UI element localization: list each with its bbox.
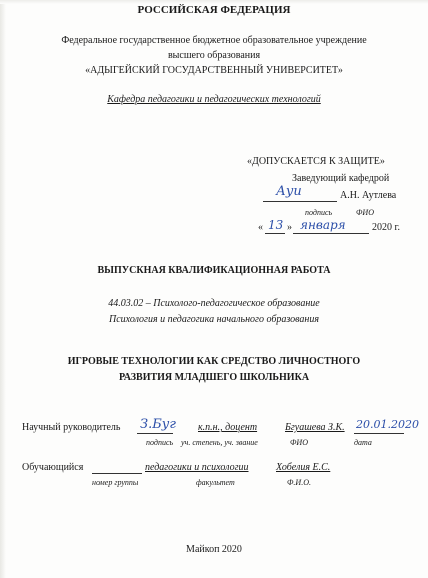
institution-line-1: Федеральное государственное бюджетное образовательное учреждение <box>61 35 367 46</box>
date-month-line <box>293 233 369 234</box>
date-month: января <box>300 218 346 232</box>
date-quote-open: « <box>258 222 263 233</box>
approval-caption-name: ФИО <box>356 208 374 217</box>
supervisor-signature-line <box>137 433 173 434</box>
approval-caption-signature: подпись <box>305 208 333 217</box>
supervisor-name: Бгуашева З.К. <box>285 422 345 433</box>
supervisor-caption-date: дата <box>354 438 372 447</box>
supervisor-date-line <box>354 433 404 434</box>
work-type: ВЫПУСКНАЯ КВАЛИФИКАЦИОННАЯ РАБОТА <box>97 265 331 276</box>
student-caption-faculty: факультет <box>196 478 235 487</box>
work-title-line-1: ИГРОВЫЕ ТЕХНОЛОГИИ КАК СРЕДСТВО ЛИЧНОСТНОГО <box>67 356 361 367</box>
city-year: Майкоп 2020 <box>186 544 242 555</box>
approval-signature: Ауи <box>276 184 302 199</box>
student-group-line <box>92 473 142 474</box>
supervisor-label: Научный руководитель <box>22 422 121 433</box>
date-year: 2020 г. <box>372 222 400 233</box>
page-left-shadow <box>0 0 6 578</box>
date-quote-close: » <box>287 222 292 233</box>
student-caption-name: Ф.И.О. <box>287 478 311 487</box>
approval-signature-line <box>263 201 337 202</box>
student-name: Хобелия Е.С. <box>276 462 331 473</box>
supervisor-caption-name: ФИО <box>290 438 308 447</box>
program-code: 44.03.02 – Психолого-педагогическое образование <box>108 298 320 309</box>
student-faculty: педагогики и психологии <box>145 462 249 473</box>
supervisor-signature: З.Буг <box>140 417 176 432</box>
department-name: Кафедра педагогики и педагогических технологий <box>107 94 321 105</box>
student-label: Обучающийся <box>22 462 84 473</box>
institution-line-2: высшего образования <box>167 50 261 61</box>
supervisor-caption-degree: уч. степень, уч. звание <box>181 438 258 447</box>
student-caption-group: номер группы <box>92 478 139 487</box>
work-title-line-2: РАЗВИТИЯ МЛАДШЕГО ШКОЛЬНИКА <box>118 372 310 383</box>
supervisor-date: 20.01.2020 <box>356 418 419 431</box>
supervisor-caption-signature: подпись <box>146 438 174 447</box>
supervisor-degree: к.п.н., доцент <box>198 422 258 433</box>
approval-role: Заведующий кафедрой <box>292 173 390 184</box>
date-day: 13 <box>268 218 284 232</box>
approval-title: «ДОПУСКАЕТСЯ К ЗАЩИТЕ» <box>247 156 385 167</box>
university-name: «АДЫГЕЙСКИЙ ГОСУДАРСТВЕННЫЙ УНИВЕРСИТЕТ» <box>85 65 343 76</box>
country-title: РОССИЙСКАЯ ФЕДЕРАЦИЯ <box>137 4 291 16</box>
approval-head-name: А.Н. Аутлева <box>340 190 397 201</box>
date-day-line <box>265 233 285 234</box>
program-profile: Психология и педагогика начального образования <box>108 314 320 325</box>
